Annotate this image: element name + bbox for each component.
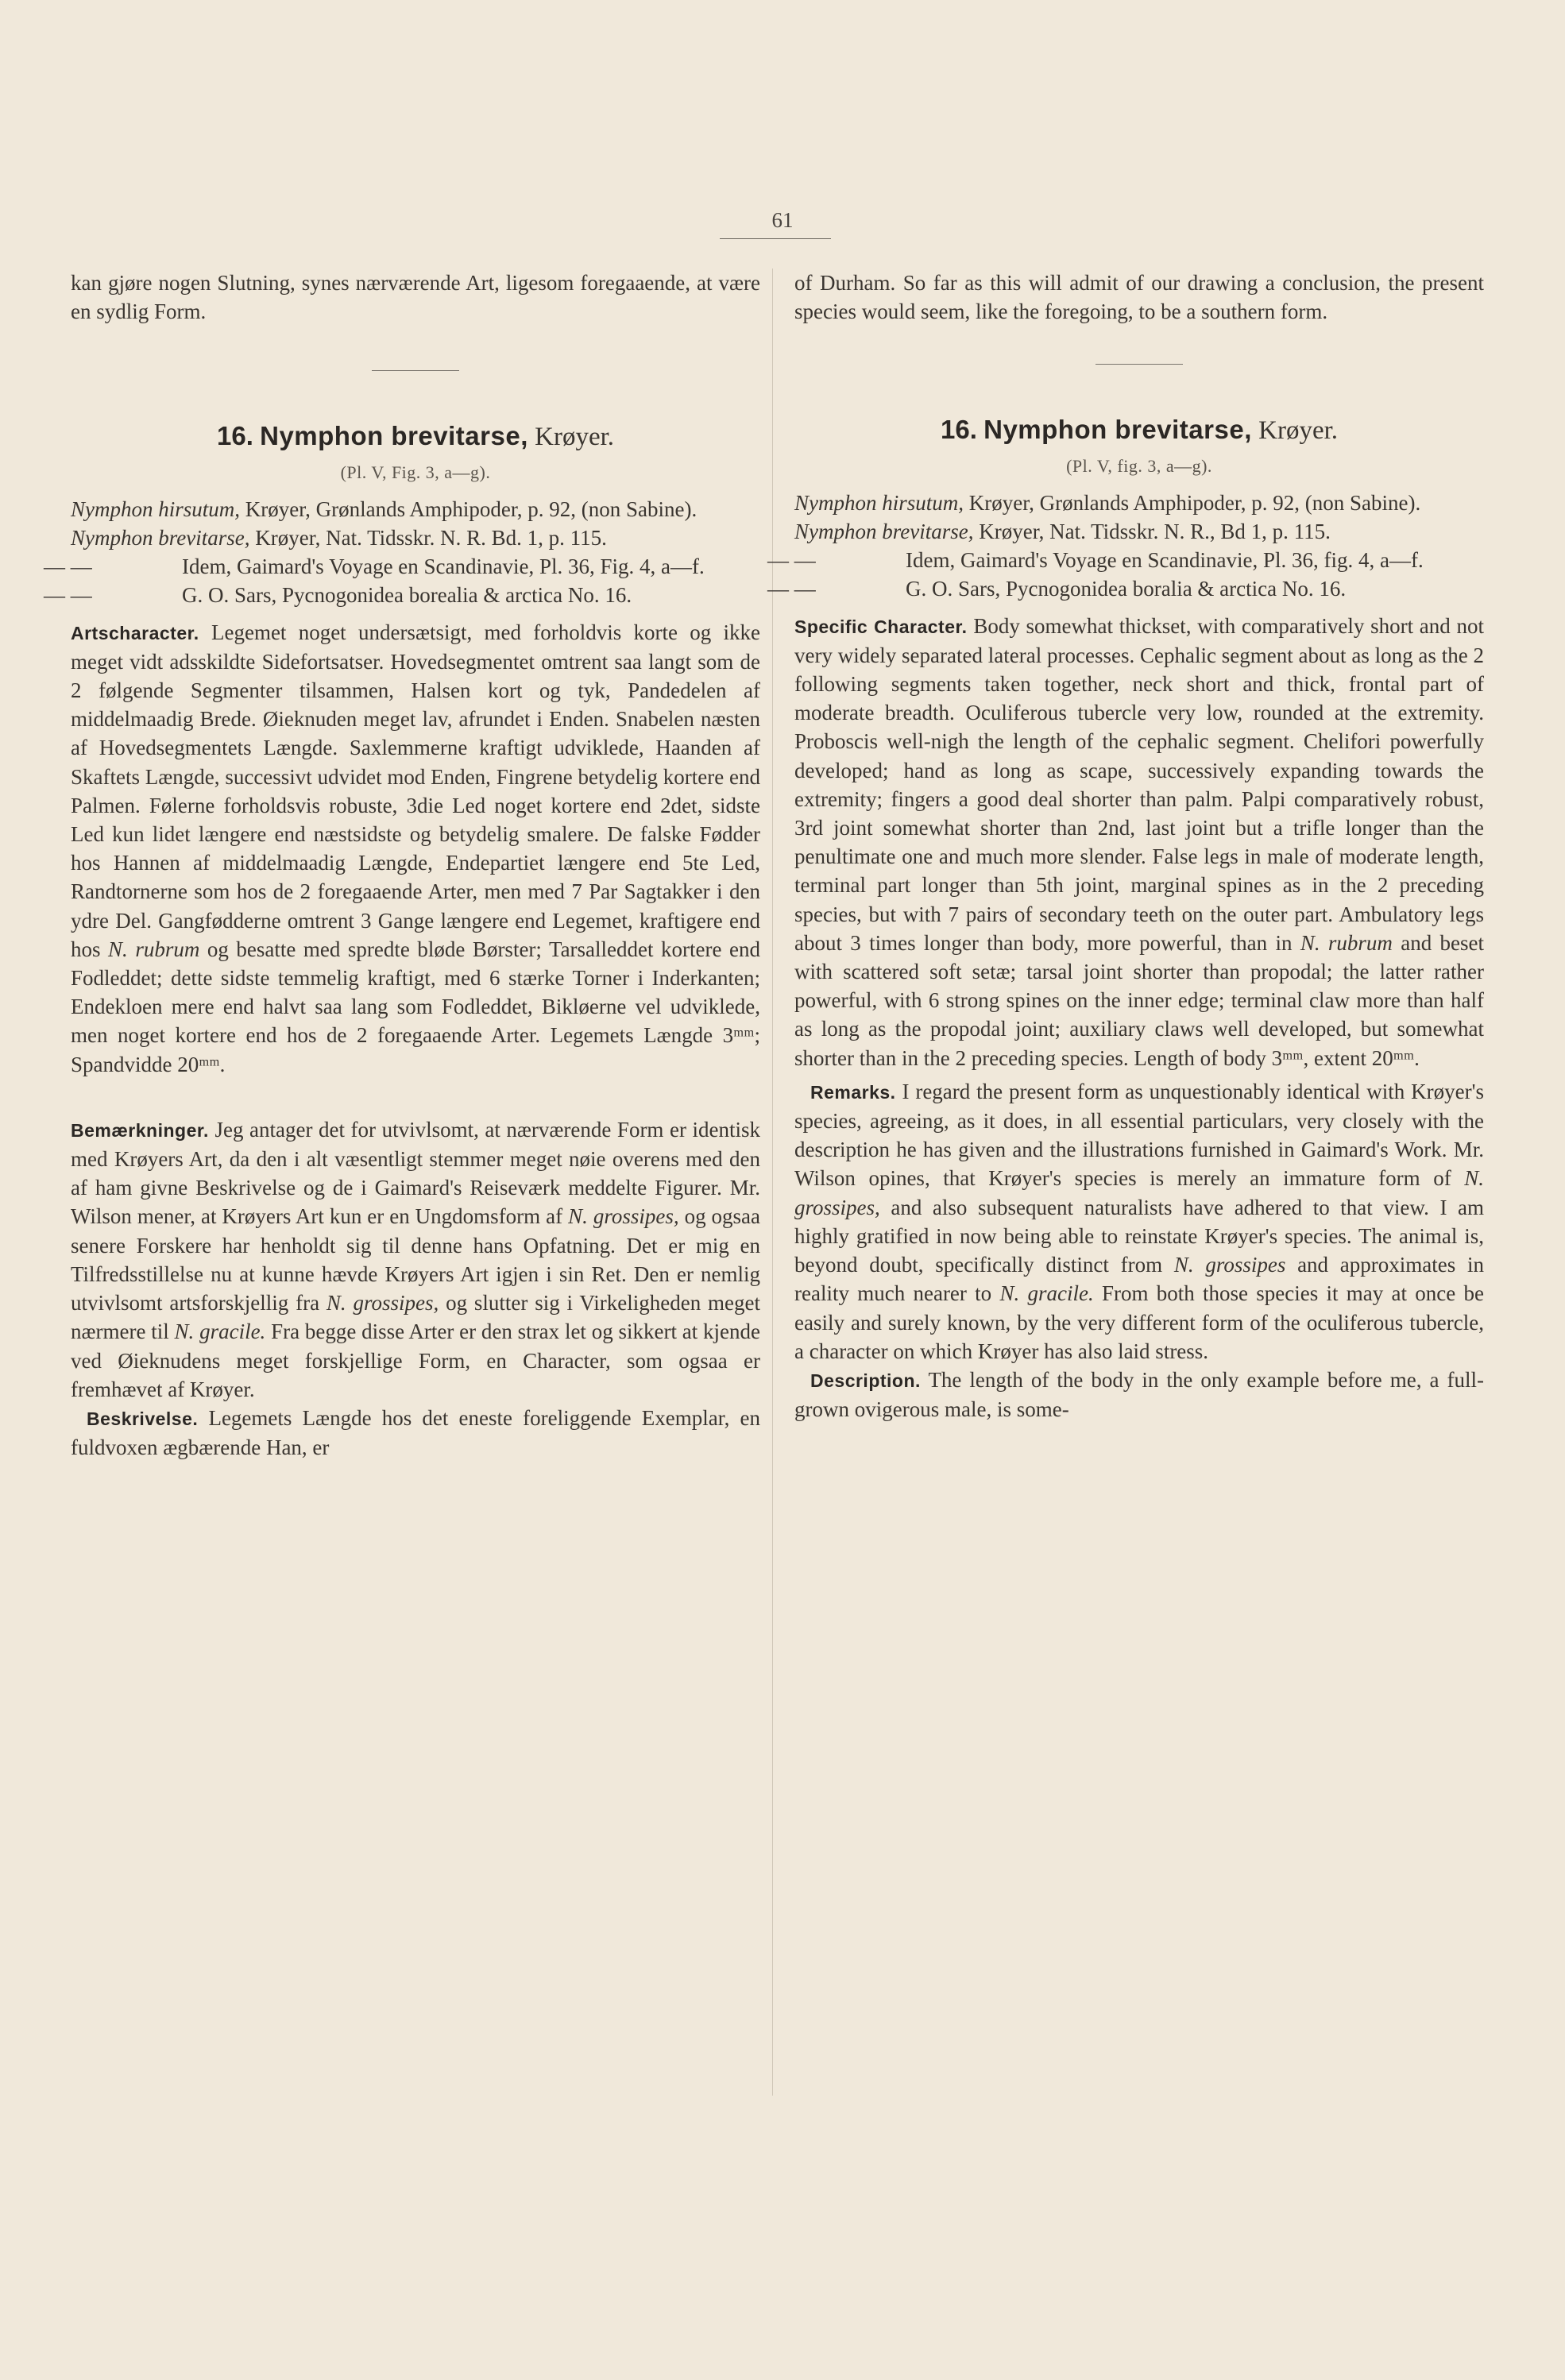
- right-remarks-paragraph: [794, 1077, 1484, 1366]
- left-char-italic: N. rubrum: [108, 937, 200, 961]
- left-char-text-b: og besatte med spredte bløde Børster; Tarsalleddet kortere end Fodleddet; dette sidste temmelig kraftigt, med 6 stærke Torner i Inderkanten; Endekloen mere end halvt saa lang som Fodleddet, Bikløerne vel udviklede, men noget kortere end hos de 2 foregaaende Arter. Legemets Længde 3ᵐᵐ; Spandvidde 20ᵐᵐ.: [71, 937, 760, 1076]
- left-description-paragraph: [71, 1404, 760, 1462]
- right-remarks-italic-1: N. grossipes,: [794, 1166, 1485, 1219]
- right-syn4-rest: G. O. Sars, Pycnogonidea boralia & arctica No. 16.: [906, 577, 1347, 601]
- right-species-heading: [794, 415, 1484, 445]
- right-description-text: The length of the body in the only example before me, a full-grown ovigerous male, is some-: [794, 1367, 1484, 1422]
- left-description-label: Beskrivelse.: [87, 1408, 199, 1429]
- left-synonym-1: [71, 495, 760, 524]
- left-char-label: Artscharacter.: [71, 622, 199, 643]
- page-number: 61: [771, 208, 794, 232]
- right-species-author: Krøyer.: [1258, 416, 1339, 446]
- right-plate-ref: (Pl. V, fig. 3, a—g).: [1066, 455, 1212, 476]
- right-column: [767, 269, 1485, 1424]
- left-syn1-name: Nymphon hirsutum,: [71, 496, 241, 521]
- right-remarks-italic-3: N. gracile.: [999, 1281, 1094, 1306]
- left-intro: kan gjøre nogen Slutning, synes nærværende Art, ligesom foregaaende, at være en sydlig Form.: [71, 271, 760, 324]
- left-remarks-d: Fra begge disse Arter er den strax let og sikkert at kjende ved Øieknudens meget forskjellige Form, en Character, som ogsaa er fremhævet af Krøyer.: [71, 1319, 760, 1401]
- left-remarks-c: og slutter sig i Virkeligheden meget nærmere til: [71, 1291, 760, 1344]
- right-remarks-italic-2: N. grossipes: [1173, 1253, 1286, 1277]
- left-remarks-italic-3: N. gracile.: [174, 1319, 266, 1344]
- left-remarks-b: og ogsaa senere Forskere har henholdt sig til denne hans Opfatning. Det er mig en Tilfredsstillelse nu at kunne hævde Krøyers Art igjen i sin Ret. Den er nemlig utvivlsomt artsforskjellig fra: [71, 1204, 761, 1316]
- left-remarks-italic-1: N. grossipes,: [568, 1204, 679, 1229]
- right-remarks-b: and also subsequent naturalists have adhered to that view. I am highly gratified in now being able to reinstate Krøyer's species. The animal is, beyond doubt, specifically distinct from: [794, 1195, 1485, 1277]
- left-remarks-label: Bemærkninger.: [71, 1119, 209, 1141]
- right-remarks-a: I regard the present form as unquestionably identical with Krøyer's species, agreeing, as it does, in all essential particulars, very closely with the description he has given and the illustrations furnished in Gaimard's Work. Mr. Wilson opines, that Krøyer's species is merely an immature form of: [794, 1079, 1485, 1191]
- page-number-rule: [720, 238, 831, 239]
- right-remarks-label: Remarks.: [810, 1081, 896, 1103]
- left-char-paragraph: [71, 618, 760, 1079]
- left-remarks-italic-2: N. grossipes,: [326, 1291, 439, 1316]
- right-species-name: Nymphon brevitarse,: [983, 415, 1252, 445]
- right-section-rule: [1096, 364, 1183, 365]
- right-remarks-d: From both those species it may at once be easily and surely known, by the very different form of the oculiferous tubercle, a character on which Krøyer has also laid stress.: [794, 1281, 1484, 1363]
- column-divider: [772, 269, 773, 2096]
- left-remarks-paragraph: [71, 1115, 760, 1404]
- left-synonym-2: [71, 524, 760, 552]
- left-species-author: Krøyer.: [535, 423, 615, 452]
- left-synonym-4: [44, 581, 760, 609]
- right-char-paragraph: [794, 612, 1484, 1072]
- right-synonym-4: [767, 574, 1484, 603]
- right-description-paragraph: [794, 1366, 1484, 1424]
- right-intro: of Durham. So far as this will admit of our drawing a conclusion, the present species would seem, like the foregoing, to be a southern form.: [794, 271, 1484, 324]
- left-species-heading: [71, 422, 760, 451]
- left-char-text-a: Legemet noget undersætsigt, med forholdvis korte og ikke meget vidt adsskildte Sidefortsatser. Hovedsegmentet omtrent saa langt som de 2 følgende Segmenter tilsammen, Halsen kort og tyk, Pandedelen af middelmaadig Brede. Øieknuden meget lav, afrundet i Enden. Snabelen næsten af Hovedsegmentets Længde. Saxlemmerne kraftigt udviklede, Haanden af Skaftets Længde, successivt udvidet mod Enden, Fingrene betydelig kortere end Palmen. Følerne forholdsvis robuste, 3die Led noget kortere end 2det, sidste Led kun lidet længere end næstsidste og betydelig smalere. De falske Fødder hos Hannen af middelmaadig Længde, Endepartiet længere end 5te Led, Randtornerne som hos de 2 foregaaende Arter, men med 7 Par Sagtakker i den ydre Del. Gangfødderne omtrent 3 Gange længere end Legemet, kraftigere end hos: [71, 620, 760, 961]
- right-description-label: Description.: [810, 1370, 921, 1391]
- left-species-number: 16.: [216, 421, 253, 451]
- right-remarks-c: and approximates in reality much nearer to: [794, 1253, 1484, 1306]
- right-syn1-name: Nymphon hirsutum,: [794, 490, 964, 515]
- left-plate-ref: (Pl. V, Fig. 3, a—g).: [340, 462, 491, 482]
- right-syn4-dash: — —: [767, 577, 816, 601]
- left-syn4-dash: — —: [44, 583, 92, 608]
- left-column: [44, 269, 761, 1462]
- right-syn3-rest: Idem, Gaimard's Voyage en Scandinavie, Pl. 36, fig. 4, a—f.: [906, 548, 1424, 573]
- right-syn3-dash: — —: [767, 548, 816, 573]
- left-syn3-rest: Idem, Gaimard's Voyage en Scandinavie, Pl. 36, Fig. 4, a—f.: [182, 554, 705, 579]
- right-syn2-name: Nymphon brevitarse,: [794, 520, 974, 544]
- left-syn2-rest: Krøyer, Nat. Tidsskr. N. R. Bd. 1, p. 115.: [255, 526, 607, 551]
- right-species-number: 16.: [940, 415, 977, 445]
- left-description-text: Legemets Længde hos det eneste foreliggende Exemplar, en fuldvoxen ægbærende Han, er: [71, 1405, 761, 1460]
- left-synonym-3: [44, 552, 760, 581]
- right-char-italic: N. rubrum: [1300, 930, 1393, 955]
- right-syn2-rest: Krøyer, Nat. Tidsskr. N. R., Bd 1, p. 115.: [979, 520, 1331, 544]
- left-species-name: Nymphon brevitarse,: [260, 421, 528, 451]
- right-char-text-a: Body somewhat thickset, with comparatively short and not very widely separated lateral processes. Cephalic segment about as long as the 2 following segments taken together, neck short and thick, frontal part of moderate breadth. Oculiferous tubercle very low, rounded at the extremity. Proboscis well-nigh the length of the cephalic segment. Chelifori powerfully developed; hand as long as scape, successively expanding towards the extremity; fingers a good deal shorter than palm. Palpi comparatively robust, 3rd joint somewhat shorter than 2nd, last joint but a trifle longer than the penultimate one and much more slender. False legs in male of moderate length, terminal part longer than 5th joint, marginal spines as in the 2 preceding species, but with 7 pairs of secondary teeth on the outer part. Ambulatory legs about 3 times longer than body, more powerful, than in: [794, 613, 1485, 955]
- right-synonym-2: [794, 517, 1484, 546]
- left-syn2-name: Nymphon brevitarse,: [71, 526, 250, 551]
- right-synonym-3: [767, 546, 1484, 574]
- left-remarks-a: Jeg antager det for utvivlsomt, at nærværende Form er identisk med Krøyers Art, da den i alt væsentligt stemmer meget nøie overens med den af ham givne Beskrivelse og de i Gaimard's Reiseværk meddelte Figurer. Mr. Wilson mener, at Krøyers Art kun er en Ungdomsform af: [71, 1117, 760, 1229]
- right-synonym-1: [794, 489, 1484, 517]
- right-syn1-rest: Krøyer, Grønlands Amphipoder, p. 92, (non Sabine).: [968, 490, 1421, 515]
- left-section-rule: [372, 370, 459, 371]
- left-syn1-rest: Krøyer, Grønlands Amphipoder, p. 92, (non Sabine).: [245, 496, 697, 521]
- right-char-label: Specific Character.: [794, 616, 968, 637]
- left-syn3-dash: — —: [44, 554, 92, 579]
- right-char-text-b: and beset with scattered soft setæ; tarsal joint shorter than propodal; the latter rather powerful, with 6 strong spines on the inner edge; terminal claw more than half as long as the propodal joint; auxiliary claws well developed, but somewhat shorter than in the 2 preceding species. Length of body 3ᵐᵐ, extent 20ᵐᵐ.: [794, 930, 1485, 1070]
- left-syn4-rest: G. O. Sars, Pycnogonidea borealia & arctica No. 16.: [182, 583, 632, 608]
